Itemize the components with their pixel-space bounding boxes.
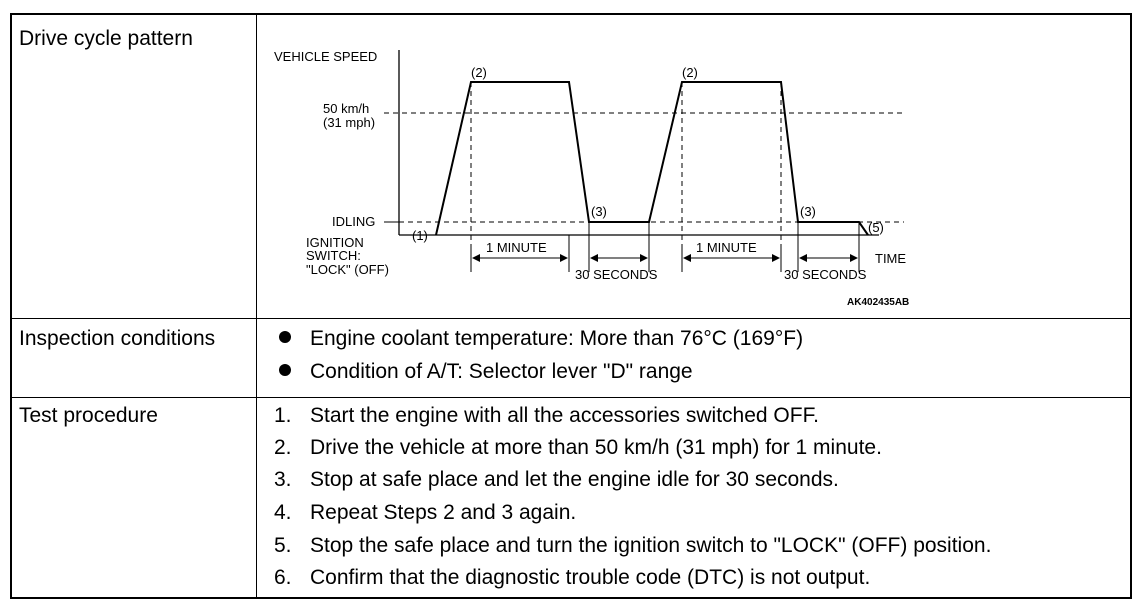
y-axis-title: VEHICLE SPEED (274, 49, 378, 64)
row-divider (12, 318, 1130, 319)
marker-3a: (3) (591, 204, 607, 219)
marker-2b: (2) (682, 65, 698, 80)
inspection-item: Engine coolant temperature: More than 76°C (169°F) (274, 327, 803, 351)
procedure-step: 5. Stop the safe place and turn the ignition switch to "LOCK" (OFF) position. (274, 534, 992, 557)
interval-30-seconds-a: 30 SECONDS (575, 267, 658, 282)
ignition-label-3: "LOCK" (OFF) (306, 262, 389, 277)
marker-2a: (2) (471, 65, 487, 80)
procedure-step: 6. Confirm that the diagnostic trouble code (DTC) is not output. (274, 566, 871, 589)
speed-label-mph: (31 mph) (323, 115, 376, 130)
ignition-label-2: SWITCH: (306, 248, 361, 263)
drive-cycle-table (10, 13, 1132, 599)
procedure-step: 2. Drive the vehicle at more than 50 km/h (31 mph) for 1 minute. (274, 436, 882, 459)
procedure-step: 3. Stop at safe place and let the engine idle for 30 seconds. (274, 468, 839, 491)
drive-cycle-label: Drive cycle pattern (19, 27, 193, 50)
interval-1-minute-b: 1 MINUTE (696, 240, 757, 255)
figure-id: AK402435AB (847, 297, 910, 308)
idling-label: IDLING (332, 214, 376, 229)
inspection-item: Condition of A/T: Selector lever "D" range (274, 360, 693, 384)
interval-30-seconds-b: 30 SECONDS (784, 267, 867, 282)
speed-label: 50 km/h (323, 101, 370, 116)
inspection-conditions-label: Inspection conditions (19, 327, 216, 350)
x-axis-title: TIME (875, 251, 907, 266)
marker-5: (5) (868, 220, 884, 235)
bullet-icon (279, 364, 291, 376)
marker-3b: (3) (800, 204, 816, 219)
test-procedure-label: Test procedure (19, 404, 158, 427)
interval-1-minute-a: 1 MINUTE (486, 240, 547, 255)
marker-1: (1) (412, 228, 428, 243)
bullet-icon (279, 331, 291, 343)
procedure-step: 4. Repeat Steps 2 and 3 again. (274, 501, 577, 524)
column-divider (256, 15, 257, 597)
ignition-label: IGNITION (306, 235, 364, 250)
row-divider (12, 397, 1130, 398)
drive-cycle-diagram (264, 30, 924, 315)
procedure-step: 1. Start the engine with all the accessories switched OFF. (274, 404, 819, 427)
